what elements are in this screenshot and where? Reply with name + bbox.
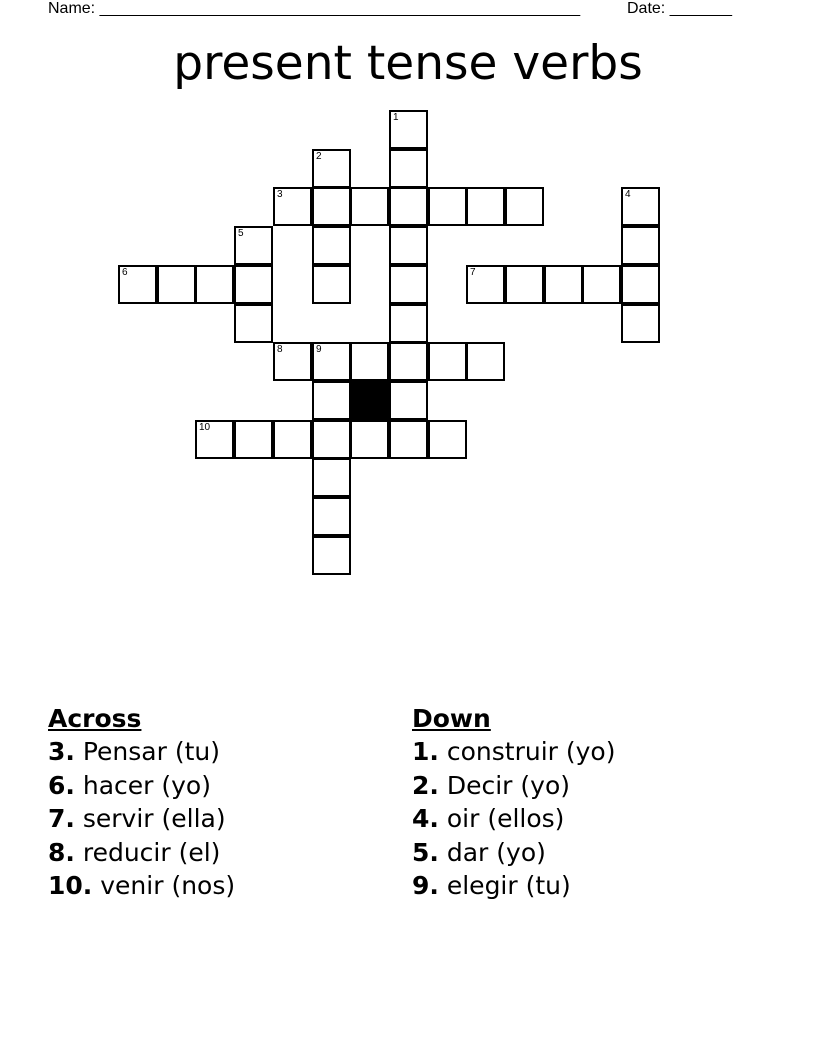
clue-across-7: 7. servir (ella)	[48, 804, 226, 833]
grid-cell[interactable]	[582, 265, 621, 304]
page-title: present tense verbs	[173, 36, 643, 91]
grid-cell[interactable]	[428, 342, 467, 381]
grid-cell[interactable]	[428, 187, 467, 226]
clue-across-8: 8. reducir (el)	[48, 837, 221, 867]
clue-down-4: 4. oir (ellos)	[412, 804, 565, 833]
grid-cell[interactable]	[621, 226, 660, 265]
clue-down-5: 5. dar (yo)	[412, 837, 546, 867]
clue-number: 4	[625, 189, 631, 200]
grid-cell[interactable]	[621, 187, 660, 226]
clue-number: 10	[199, 422, 211, 433]
grid-cell[interactable]	[621, 304, 660, 343]
grid-cell[interactable]	[234, 226, 273, 265]
grid-cell[interactable]	[234, 304, 273, 343]
grid-cell[interactable]	[350, 420, 389, 459]
across-heading: Across	[48, 704, 142, 733]
grid-cell[interactable]	[350, 342, 389, 381]
grid-cell[interactable]	[195, 420, 234, 459]
grid-cell[interactable]	[312, 187, 351, 226]
grid-cell[interactable]	[312, 381, 351, 420]
clue-number: 6	[122, 267, 128, 278]
grid-cell[interactable]	[505, 187, 544, 226]
clue-number: 5	[238, 228, 244, 239]
clue-across-6: 6. hacer (yo)	[48, 770, 211, 800]
grid-cell[interactable]	[389, 265, 428, 304]
grid-cell[interactable]	[312, 420, 351, 459]
grid-cell[interactable]	[466, 265, 505, 304]
grid-cell[interactable]	[389, 420, 428, 459]
name-label: Name: ______________________________________________________	[48, 0, 581, 17]
grid-cell[interactable]	[118, 265, 157, 304]
grid-cell[interactable]	[273, 342, 312, 381]
grid-cell[interactable]	[312, 265, 351, 304]
down-heading: Down	[412, 704, 491, 733]
grid-cell[interactable]	[157, 265, 196, 304]
grid-cell[interactable]	[273, 420, 312, 459]
grid-cell[interactable]	[389, 381, 428, 420]
blocked-cell	[350, 381, 389, 420]
grid-cell[interactable]	[389, 342, 428, 381]
across-clues	[48, 702, 235, 903]
grid-cell[interactable]	[621, 265, 660, 304]
grid-cell[interactable]	[312, 226, 351, 265]
clue-number: 7	[470, 267, 476, 278]
date-label: Date: _______	[627, 0, 732, 17]
grid-cell[interactable]	[234, 420, 273, 459]
grid-cell[interactable]	[389, 187, 428, 226]
grid-cell[interactable]	[273, 187, 312, 226]
grid-cell[interactable]	[312, 497, 351, 536]
grid-cell[interactable]	[312, 536, 351, 575]
clue-across-3: 3. Pensar (tu)	[48, 737, 220, 766]
clue-number: 9	[316, 344, 322, 355]
clue-across-10: 10. venir (nos)	[48, 871, 236, 900]
grid-cell[interactable]	[195, 265, 234, 304]
grid-cell[interactable]	[428, 420, 467, 459]
grid-cell[interactable]	[350, 187, 389, 226]
grid-cell[interactable]	[312, 342, 351, 381]
grid-cell[interactable]	[389, 226, 428, 265]
grid-cell[interactable]	[234, 265, 273, 304]
clue-number: 8	[277, 344, 283, 355]
down-clues	[412, 702, 615, 903]
grid-cell[interactable]	[389, 110, 428, 149]
clue-number: 3	[277, 189, 283, 200]
clue-down-2: 2. Decir (yo)	[412, 770, 571, 800]
grid-cell[interactable]	[389, 304, 428, 343]
clue-down-1: 1. construir (yo)	[412, 737, 616, 766]
grid-cell[interactable]	[466, 342, 505, 381]
grid-cell[interactable]	[312, 149, 351, 188]
clue-down-9: 9. elegir (tu)	[412, 871, 571, 900]
grid-cell[interactable]	[544, 265, 583, 304]
clue-number: 2	[316, 151, 322, 162]
grid-cell[interactable]	[389, 149, 428, 188]
grid-cell[interactable]	[505, 265, 544, 304]
grid-cell[interactable]	[466, 187, 505, 226]
clue-number: 1	[393, 112, 399, 123]
grid-cell[interactable]	[312, 458, 351, 497]
